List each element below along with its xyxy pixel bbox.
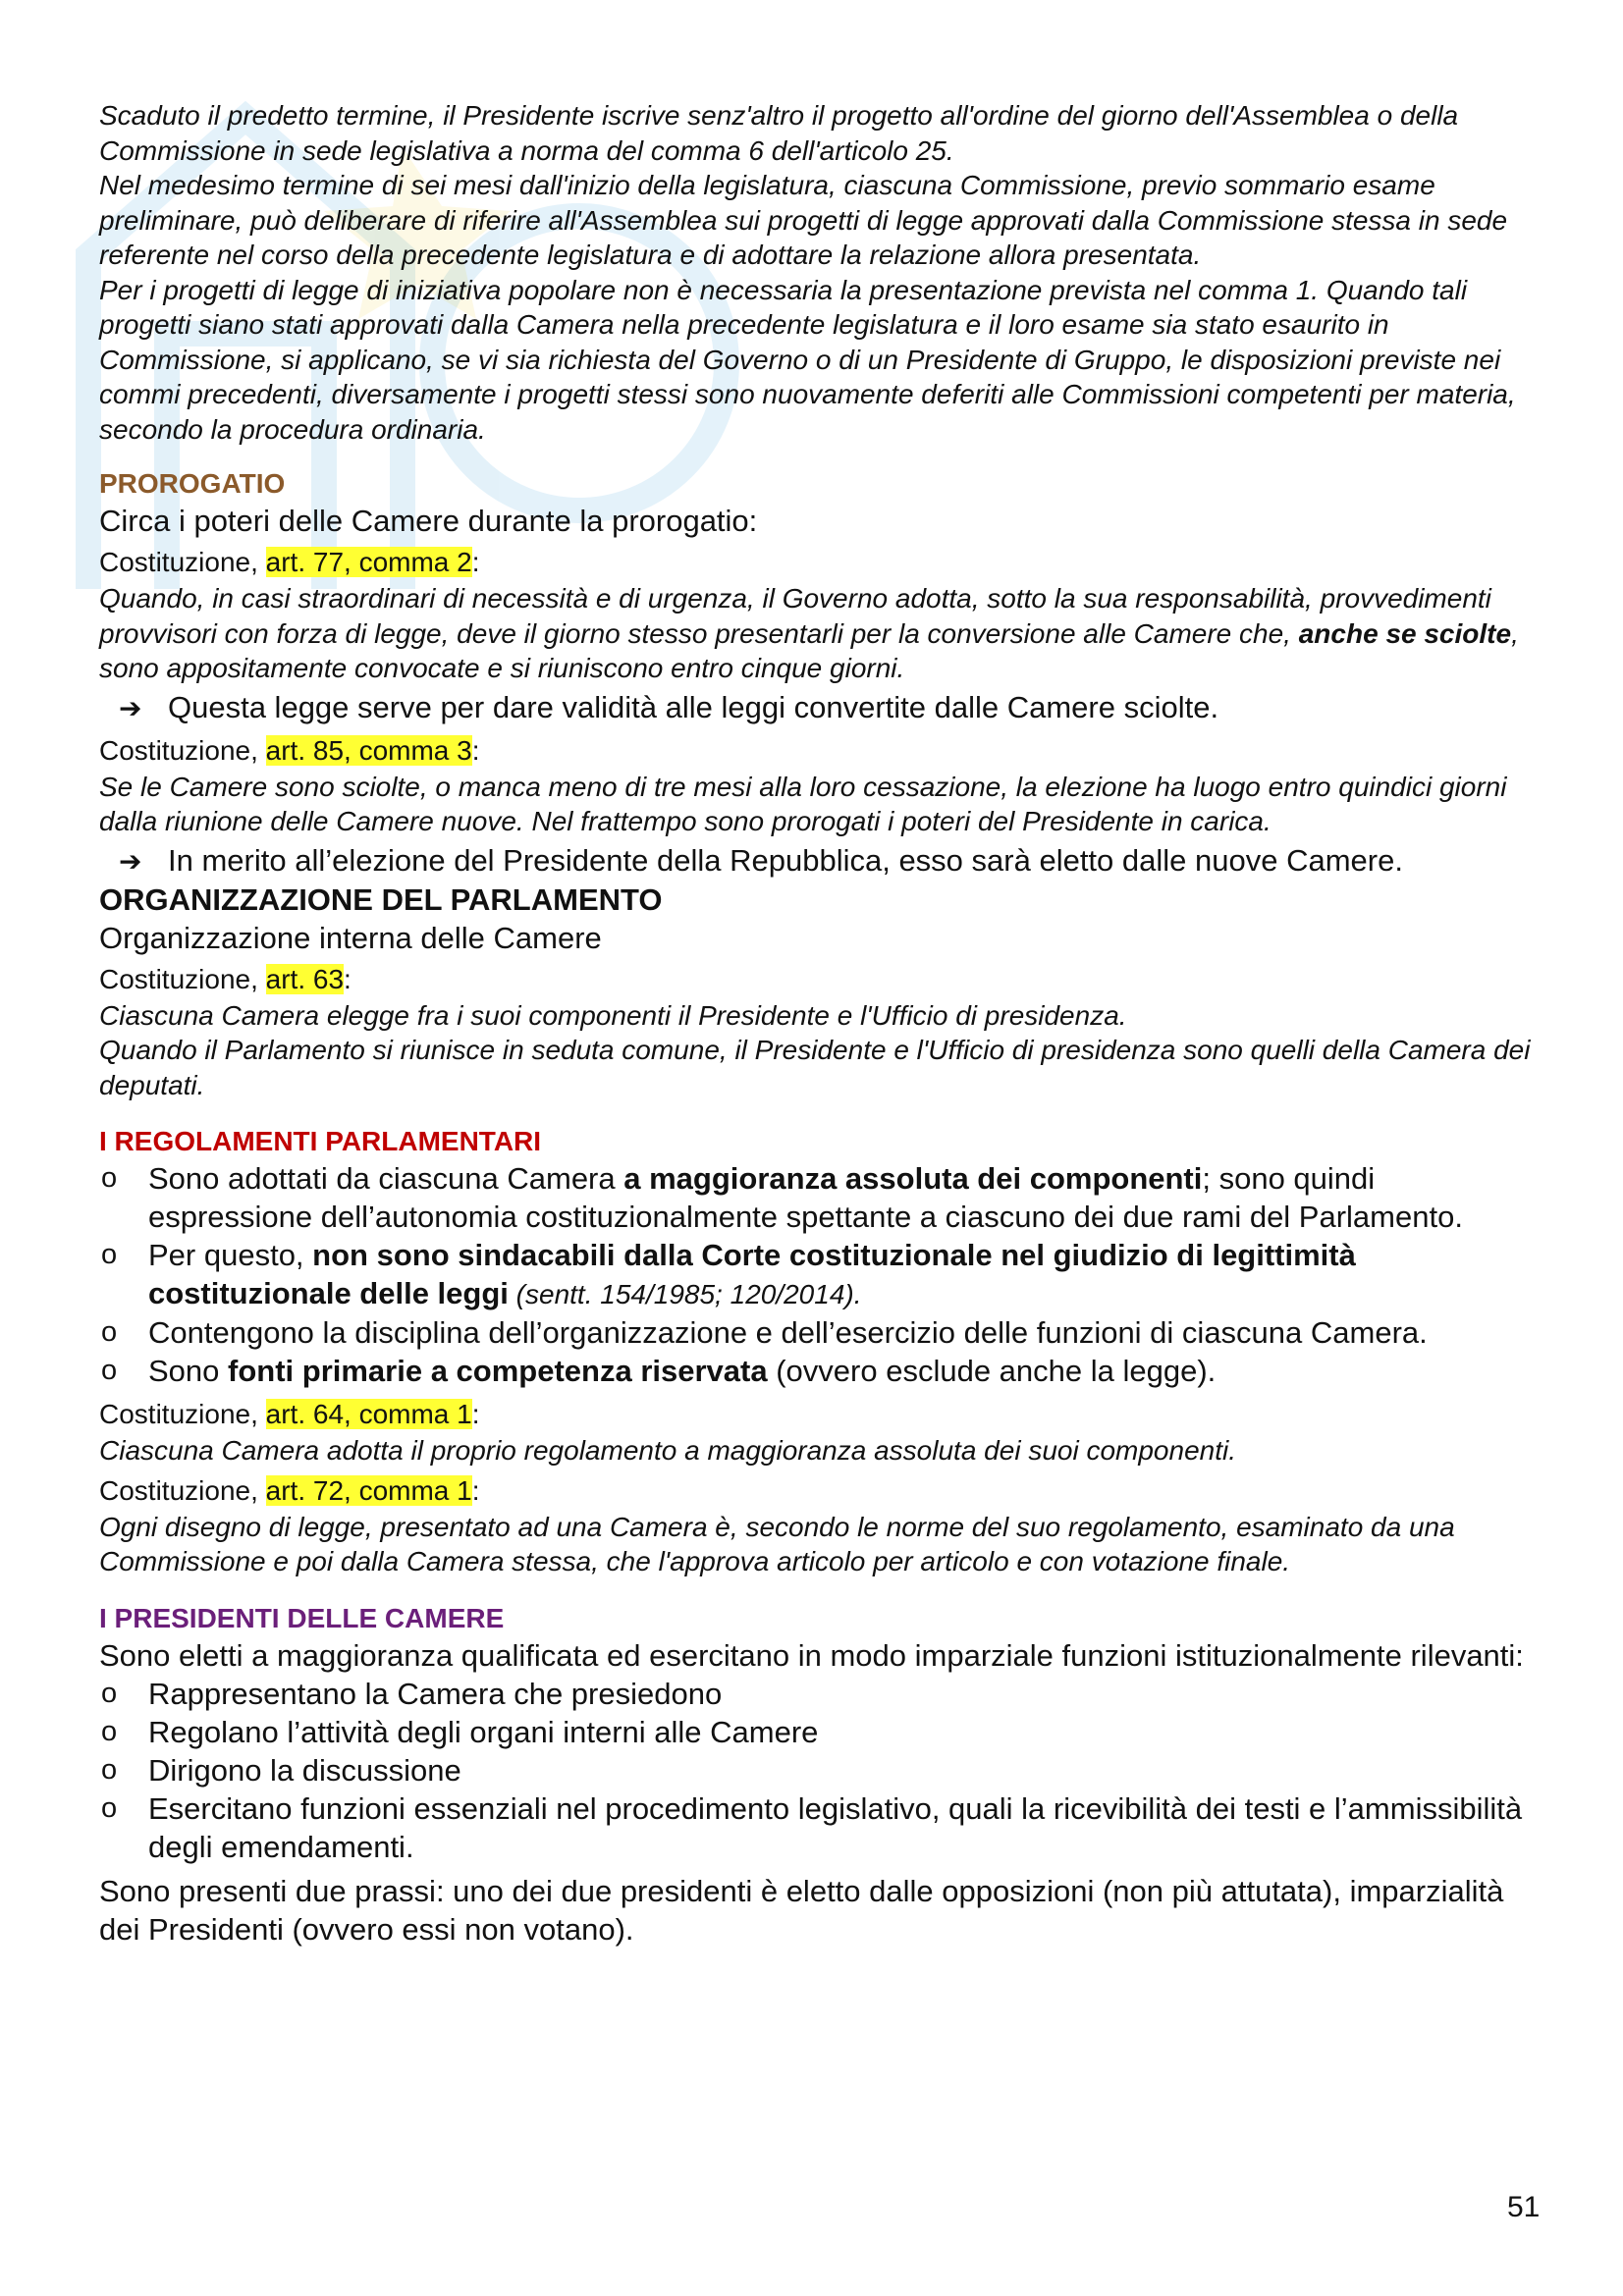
- quote-art64: Ciascuna Camera adotta il proprio regolamento a maggioranza assoluta dei suoi componenti.: [99, 1435, 1236, 1466]
- note-text: In merito all’elezione del Presidente della Repubblica, esso sarà eletto dalle nuove Camere.: [168, 842, 1403, 878]
- item-text: Regolano l’attività degli organi interni alle Camere: [148, 1714, 819, 1749]
- page-content: [99, 98, 1542, 1949]
- item-text: (ovvero esclude anche la legge).: [767, 1354, 1217, 1388]
- constitution-reference-art85: [99, 732, 1542, 770]
- quote-art72: Ogni disegno di legge, presentato ad una Camera è, secondo le norme del suo regolamento, esaminato da una Commissione e poi dalla Camera stessa, che l'approva articolo per articolo e con votazione finale.: [99, 1511, 1455, 1576]
- constitution-reference-art77: [99, 544, 1542, 581]
- article-link-art64[interactable]: art. 64, comma 1: [265, 1399, 472, 1429]
- reference-prefix: Costituzione,: [99, 1474, 266, 1506]
- reference-prefix: Costituzione,: [99, 963, 266, 994]
- quote-text: , sono appositamente convocate e si riuniscono entro cinque giorni.: [99, 617, 1519, 683]
- item-text: Rappresentano la Camera che presiedono: [148, 1676, 723, 1711]
- item-text: Sono: [148, 1354, 229, 1388]
- item-text: Esercitano funzioni essenziali nel procedimento legislativo, quali la ricevibilità dei testi e l’ammissibilità degli emendamenti.: [148, 1790, 1523, 1864]
- arrow-right-icon: ➔: [119, 692, 142, 723]
- note-text: Questa legge serve per dare validità alle leggi convertite dalle Camere sciolte.: [168, 689, 1219, 724]
- intro-paragraph-2: Nel medesimo termine di sei mesi dall'inizio della legislatura, ciascuna Commissione, previo sommario esame preliminare, può deliberare di riferire all'Assemblea sui progetti di legge approvati dalla Commissione stessa in sede referente nel corso della precedente legislatura e di adottare la relazione allora presentata.: [99, 170, 1508, 270]
- page-number: 51: [1507, 2191, 1541, 2223]
- bullet-icon: o: [101, 1677, 118, 1709]
- quote-art63: Ciascuna Camera elegge fra i suoi componenti il Presidente e l'Ufficio di presidenza.: [99, 999, 1127, 1031]
- reference-prefix: Costituzione,: [99, 1399, 266, 1429]
- bullet-icon: o: [101, 1753, 118, 1786]
- reference-colon: :: [471, 734, 480, 766]
- item-text: Dirigono la discussione: [148, 1752, 461, 1788]
- section-heading-presidenti: I PRESIDENTI DELLE CAMERE: [99, 1602, 505, 1633]
- arrow-right-icon: ➔: [119, 845, 142, 877]
- item-text: ; sono quindi espressione dell’autonomia costituzionalmente spettante a ciascuno dei due rami del Parlamento.: [148, 1161, 1463, 1234]
- article-link-art85[interactable]: art. 85, comma 3: [265, 734, 472, 766]
- intro-paragraph-1: Scaduto il predetto termine, il Presidente iscrive senz'altro il progetto all'ordine del giorno dell'Assemblea o della Commissione in sede legislativa a norma del comma 6 dell'articolo 25.: [99, 100, 1459, 166]
- bullet-icon: o: [101, 1355, 118, 1386]
- constitution-reference-art64: [99, 1396, 1542, 1433]
- section-heading-organizzazione: ORGANIZZAZIONE DEL PARLAMENTO: [99, 881, 663, 917]
- bullet-icon: o: [101, 1239, 118, 1270]
- organizzazione-lead: Organizzazione interna delle Camere: [99, 920, 602, 955]
- reference-prefix: Costituzione,: [99, 734, 266, 766]
- section-heading-regolamenti: I REGOLAMENTI PARLAMENTARI: [99, 1126, 542, 1156]
- item-emphasis: a maggioranza assoluta dei componenti: [623, 1161, 1203, 1196]
- presidenti-list: [99, 1675, 1542, 1866]
- list-item: [99, 1789, 1542, 1866]
- presidenti-lead: Sono eletti a maggioranza qualificata ed esercitano in modo imparziale funzioni istituzionalmente rilevanti:: [99, 1637, 1524, 1673]
- item-text: Sono adottati da ciascuna Camera: [148, 1161, 624, 1196]
- reference-colon: :: [471, 1474, 480, 1506]
- quote-art77: [99, 581, 1542, 686]
- intro-paragraph-3: Per i progetti di legge di iniziativa popolare non è necessaria la presentazione prevista nel comma 1. Quando tali progetti siano stati approvati dalla Camera nella precedente legislatura e il loro esame sia stato esaurito in Commissione, si applicano, se vi sia richiesta del Governo o di un Presidente di Gruppo, le disposizioni previste nei commi precedenti, diversamente i progetti stessi sono nuovamente deferiti alle Commissioni competenti per materia, secondo la procedura ordinaria.: [99, 274, 1516, 445]
- article-link-art72[interactable]: art. 72, comma 1: [265, 1474, 472, 1506]
- quote-art63-cont: Quando il Parlamento si riunisce in seduta comune, il Presidente e l'Ufficio di presidenza sono quelli della Camera dei deputati.: [99, 1035, 1531, 1100]
- list-item: [99, 1236, 1542, 1313]
- quote-text: Quando, in casi straordinari di necessità e di urgenza, il Governo adotta, sotto la sua responsabilità, provvedimenti provvisori con forza di legge, deve il giorno stesso presentarli per la conversione alle Camere che,: [99, 583, 1491, 649]
- section-heading-prorogatio: PROROGATIO: [99, 468, 286, 499]
- reference-colon: :: [471, 1399, 480, 1429]
- reference-colon: :: [471, 547, 480, 577]
- bullet-icon: o: [101, 1162, 118, 1194]
- presidenti-closing: Sono presenti due prassi: uno dei due presidenti è eletto dalle opposizioni (non più attutata), imparzialità dei Presidenti (ovvero essi non votano).: [99, 1873, 1504, 1947]
- article-link-art77[interactable]: art. 77, comma 2: [265, 547, 472, 577]
- list-item: [99, 1713, 1542, 1751]
- constitution-reference-art63: [99, 961, 1542, 998]
- quote-emphasis: anche se sciolte: [1298, 617, 1512, 649]
- item-citation: (sentt. 154/1985; 120/2014).: [508, 1279, 862, 1309]
- list-item: [99, 1159, 1542, 1236]
- prorogatio-lead: Circa i poteri delle Camere durante la prorogatio:: [99, 504, 758, 538]
- reference-prefix: Costituzione,: [99, 547, 266, 577]
- item-text: Contengono la disciplina dell’organizzazione e dell’esercizio delle funzioni di ciascuna Camera.: [148, 1315, 1428, 1350]
- constitution-reference-art72: [99, 1472, 1542, 1510]
- bullet-icon: o: [101, 1791, 118, 1824]
- regolamenti-list: [99, 1159, 1542, 1390]
- item-text: Per questo,: [148, 1238, 313, 1272]
- list-item: [99, 1751, 1542, 1789]
- article-link-art63[interactable]: art. 63: [265, 963, 345, 994]
- list-item: [99, 1313, 1542, 1352]
- bullet-icon: o: [101, 1715, 118, 1747]
- reference-colon: :: [344, 963, 352, 994]
- list-item: [99, 1352, 1542, 1390]
- note-art85: [99, 841, 1542, 881]
- item-emphasis: fonti primarie a competenza riservata: [228, 1354, 768, 1388]
- item-emphasis: non sono sindacabili dalla Corte costituzionale nel giudizio di legittimità costituzionale delle leggi: [148, 1238, 1356, 1310]
- bullet-icon: o: [101, 1316, 118, 1348]
- note-art77: [99, 688, 1542, 728]
- list-item: [99, 1675, 1542, 1713]
- quote-art85: Se le Camere sono sciolte, o manca meno di tre mesi alla loro cessazione, la elezione ha luogo entro quindici giorni dalla riunione delle Camere nuove. Nel frattempo sono prorogati i poteri del Presidente in carica.: [99, 771, 1507, 836]
